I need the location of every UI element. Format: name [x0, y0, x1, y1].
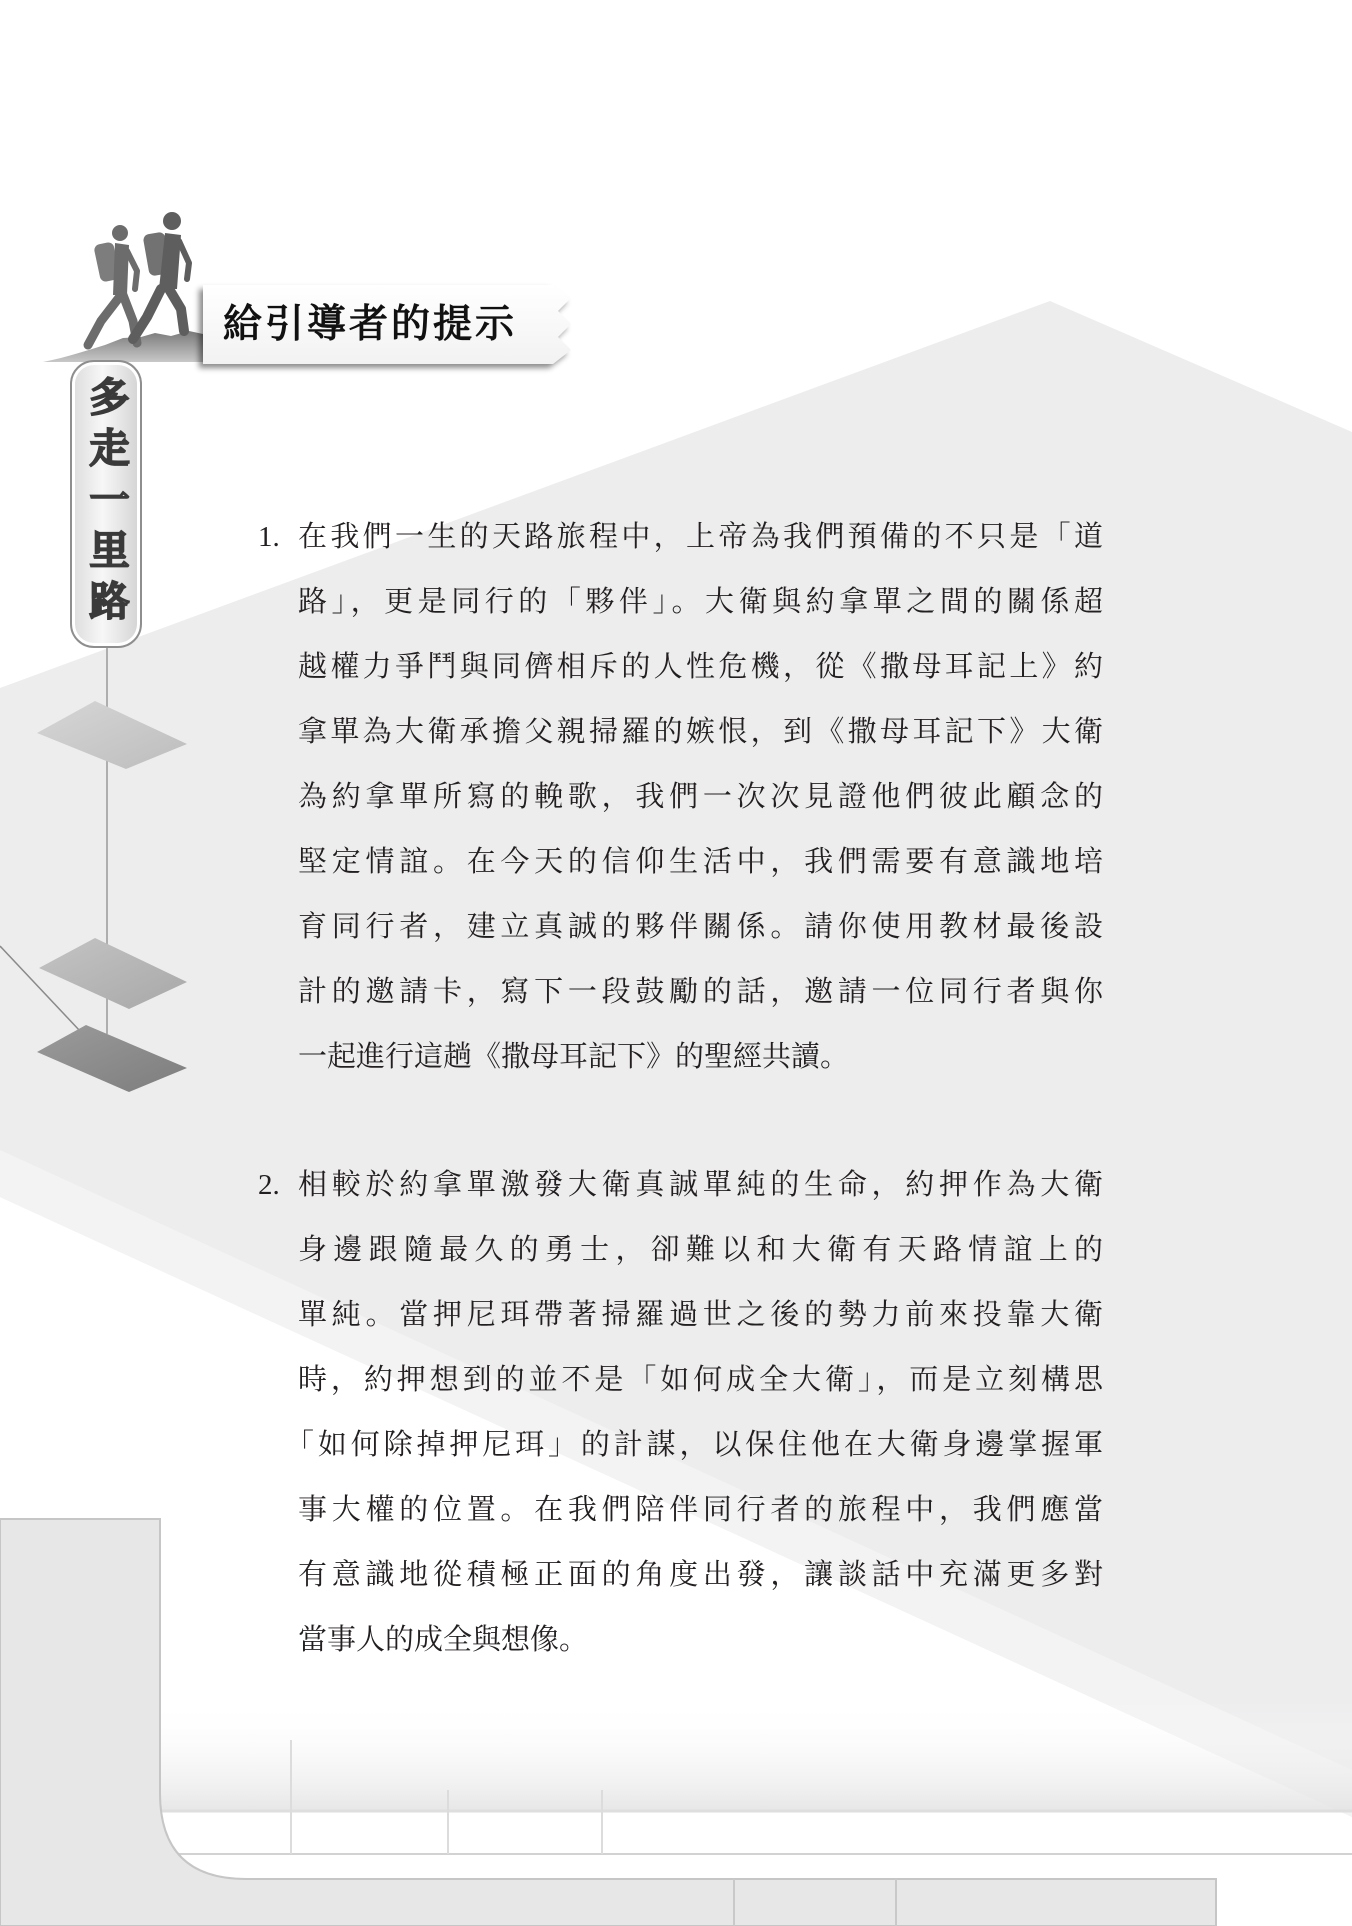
tip-line: 一起進行這趟《撒母耳記下》的聖經共讀。: [298, 1041, 850, 1073]
tip-line: 計的邀請卡，寫下一段鼓勵的話，邀請一位同行者與你: [298, 976, 1103, 1008]
tip-line: 越權力爭鬥與同儕相斥的人性危機，從《撒母耳記上》約: [298, 651, 1103, 683]
bottom-fade-band: [0, 1700, 1352, 1811]
tip-number: 2.: [258, 1169, 280, 1201]
hiker-right: [133, 212, 189, 339]
tip-line: 有意識地從積極正面的角度出發，讓談話中充滿更多對: [298, 1559, 1103, 1591]
tip-line: 堅定情誼。在今天的信仰生活中，我們需要有意識地培: [298, 846, 1103, 878]
tip-line: 當事人的成全與想像。: [298, 1624, 589, 1656]
page-title: 給引導者的提示: [223, 302, 518, 347]
tip-item: [258, 505, 1103, 1090]
side-label-tab: [70, 360, 142, 648]
side-label-text: 多走一里路: [83, 376, 129, 631]
tip-line: 身邊跟隨最久的勇士，卻難以和大衛有天路情誼上的: [298, 1234, 1103, 1266]
tip-line: 育同行者，建立真誠的夥伴關係。請你使用教材最後設: [298, 911, 1103, 943]
tip-item: [258, 1153, 1103, 1673]
tip-number: 1.: [258, 521, 280, 553]
tip-line: 時，約押想到的並不是「如何成全大衛」，而是立刻構思: [298, 1364, 1103, 1396]
hiker-left: [88, 225, 137, 345]
tip-line: 「如何除掉押尼珥」的計謀，以保住他在大衛身邊掌握軍: [285, 1429, 1103, 1461]
tip-line: 路」，更是同行的「夥伴」。大衛與約拿單之間的關係超: [298, 586, 1103, 618]
hikers-illustration: [43, 209, 213, 364]
tip-line: 單純。當押尼珥帶著掃羅過世之後的勢力前來投靠大衛: [298, 1299, 1103, 1331]
tip-line: 相較於約拿單激發大衛真誠單純的生命，約押作為大衛: [298, 1169, 1103, 1201]
tip-line: 為約拿單所寫的輓歌，我們一次次見證他們彼此顧念的: [298, 781, 1103, 813]
tip-line: 拿單為大衛承擔父親掃羅的嫉恨，到《撒母耳記下》大衛: [298, 716, 1103, 748]
section-title-banner: [203, 285, 571, 364]
tip-line: 在我們一生的天路旅程中，上帝為我們預備的不只是「道: [298, 521, 1103, 553]
tip-line: 事大權的位置。在我們陪伴同行者的旅程中，我們應當: [298, 1494, 1103, 1526]
